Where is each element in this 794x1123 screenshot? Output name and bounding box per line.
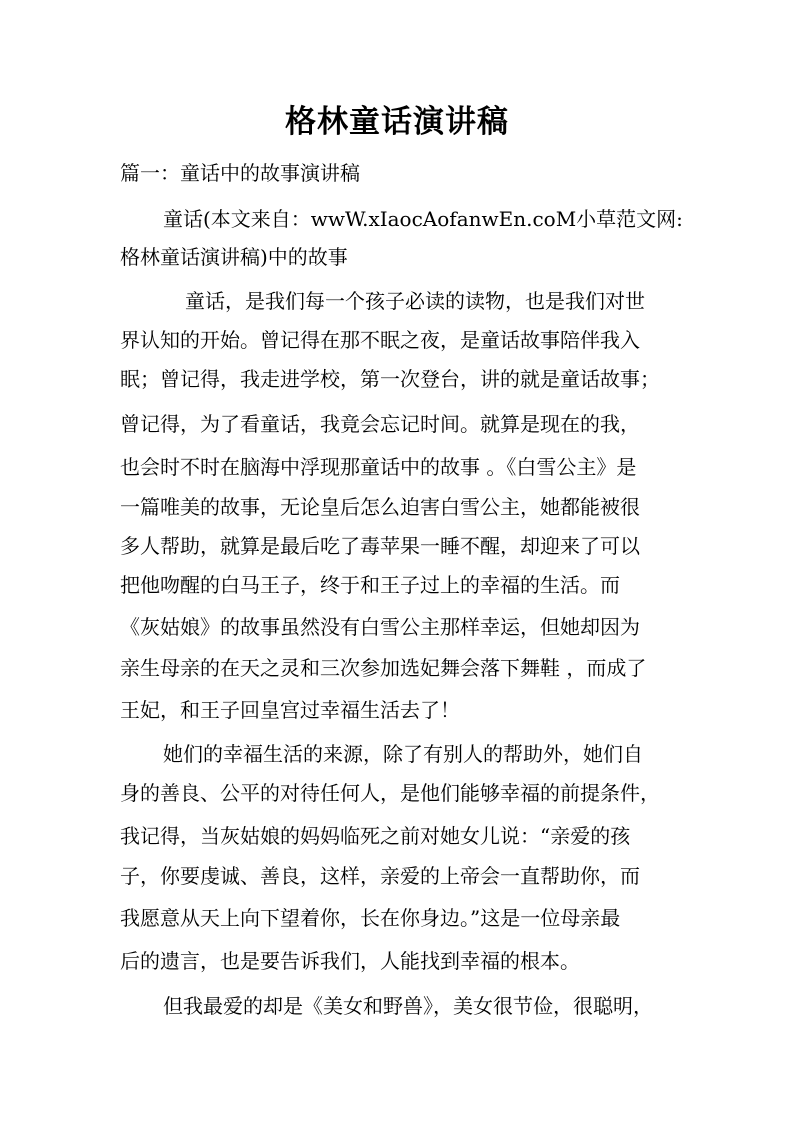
paragraph-line: 也会时不时在脑海中浮现那童话中的故事 。《白雪公主》是 xyxy=(120,455,637,479)
document-title: 格林童话演讲稿 xyxy=(285,104,509,140)
paragraph-line: 眠；曾记得，我走进学校，第一次登台，讲的就是童话故事； xyxy=(120,367,660,391)
intro-line: 格林童话演讲稿)中的故事 xyxy=(120,245,348,269)
paragraph-line: 子，你要虔诚、善良，这样，亲爱的上帝会一直帮助你，而 xyxy=(120,864,640,888)
paragraph-line: 我愿意从天上向下望着你，长在你身边。”这是一位母亲最 xyxy=(120,906,621,930)
paragraph-line: 把他吻醒的白马王子，终于和王子过上的幸福的生活。而 xyxy=(120,573,620,597)
paragraph-line: 她们的幸福生活的来源，除了有别人的帮助外，她们自 xyxy=(163,742,643,766)
paragraph-line: 界认知的开始。曾记得在那不眠之夜，是童话故事陪伴我入 xyxy=(120,328,640,352)
paragraph-line: 亲生母亲的在天之灵和三次参加选妃舞会落下舞鞋 ，而成了 xyxy=(120,656,647,680)
section-heading: 篇一：童话中的故事演讲稿 xyxy=(120,161,360,185)
paragraph-line: 曾记得，为了看童话，我竟会忘记时间。就算是现在的我， xyxy=(120,412,640,436)
paragraph-line: 身的善良、公平的对待任何人，是他们能够幸福的前提条件， xyxy=(120,781,660,805)
paragraph-line: 童话，是我们每一个孩子必读的读物，也是我们对世 xyxy=(185,289,645,313)
paragraph-line: 我记得，当灰姑娘的妈妈临死之前对她女儿说：“亲爱的孩 xyxy=(120,824,631,848)
paragraph-line: 一篇唯美的故事，无论皇后怎么迫害白雪公主，她都能被很 xyxy=(120,495,640,519)
paragraph-line: 《灰姑娘》的故事虽然没有白雪公主那样幸运，但她却因为 xyxy=(120,615,640,639)
paragraph-line: 后的遗言，也是要告诉我们，人能找到幸福的根本。 xyxy=(120,949,580,973)
intro-line: 童话(本文来自：wwW.xIaocAofanwEn.coM小草范文网: xyxy=(163,207,683,231)
paragraph-line: 王妃，和王子回皇宫过幸福生活去了！ xyxy=(120,698,460,722)
paragraph-line: 多人帮助，就算是最后吃了毒苹果一睡不醒，却迎来了可以 xyxy=(120,534,640,558)
paragraph-line: 但我最爱的却是《美女和野兽》，美女很节俭，很聪明， xyxy=(163,994,653,1018)
